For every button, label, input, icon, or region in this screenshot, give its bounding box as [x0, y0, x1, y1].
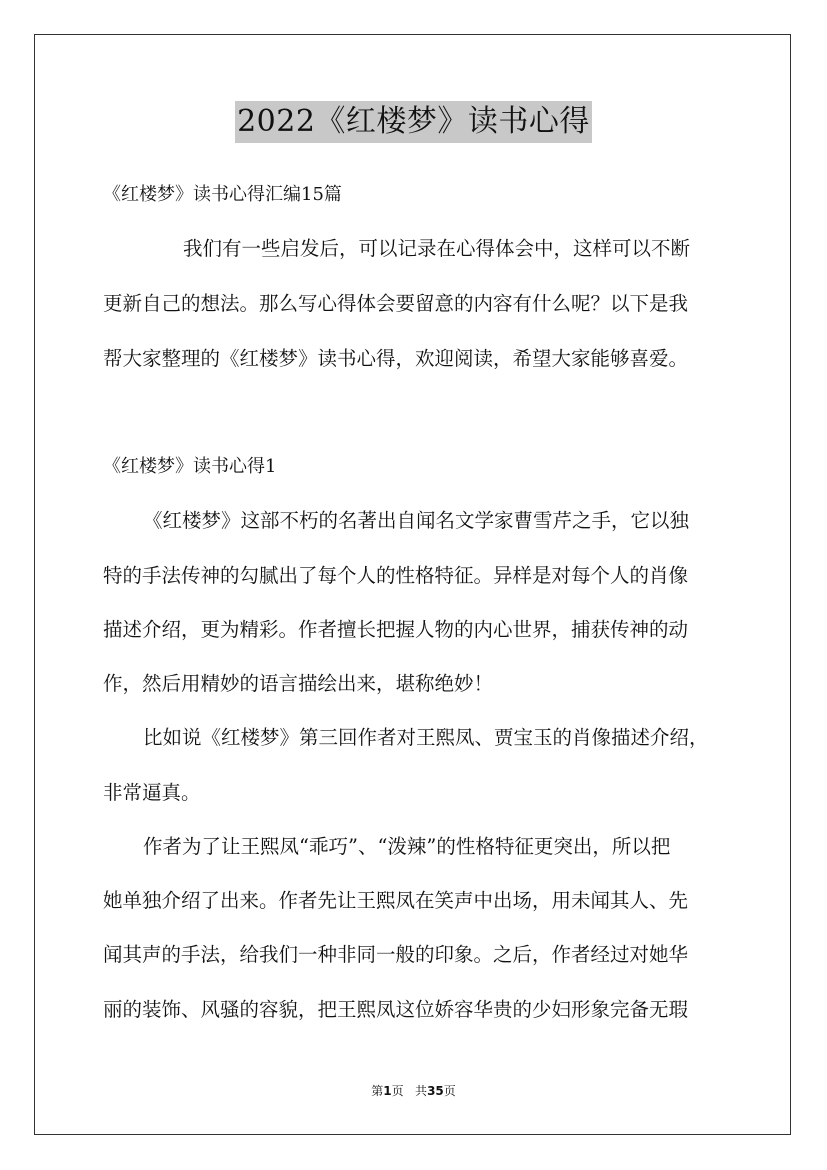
title-container	[0, 101, 827, 143]
paragraph-line: 非常逼真。	[103, 781, 201, 804]
paragraph-line: 作，然后用精妙的语言描绘出来，堪称绝妙！	[103, 672, 494, 695]
paragraph-line: 丽的装饰、风骚的容貌，把王熙凤这位娇容华贵的少妇形象完备无瑕	[103, 998, 689, 1021]
total-suffix: 页	[443, 1084, 456, 1098]
page-suffix: 页	[391, 1084, 404, 1098]
document-subtitle: 《红楼梦》读书心得汇编15篇	[103, 184, 342, 205]
page-prefix: 第	[371, 1084, 384, 1098]
intro-line: 更新自己的想法。那么写心得体会要留意的内容有什么呢？以下是我	[103, 292, 689, 315]
document-title: 2022《红楼梦》读书心得	[235, 101, 592, 143]
paragraph-line: 特的手法传神的勾腻出了每个人的性格特征。异样是对每个人的肖像	[103, 564, 689, 587]
page-number: 1	[383, 1084, 392, 1098]
total-pages: 35	[427, 1084, 444, 1098]
paragraph-line: 比如说《红楼梦》第三回作者对王熙凤、贾宝玉的肖像描述介绍，	[143, 726, 709, 749]
page-footer	[0, 1083, 827, 1099]
paragraph-line: 她单独介绍了出来。作者先让王熙凤在笑声中出场，用未闻其人、先	[103, 889, 689, 912]
total-prefix: 共	[415, 1084, 428, 1098]
paragraph-line: 描述介绍，更为精彩。作者擅长把握人物的内心世界，捕获传神的动	[103, 618, 689, 641]
intro-line: 我们有一些启发后，可以记录在心得体会中，这样可以不断	[183, 237, 691, 260]
paragraph-line: 作者为了让王熙凤“乖巧”、“泼辣”的性格特征更突出，所以把	[143, 835, 671, 858]
paragraph-line: 《红楼梦》这部不朽的名著出自闻名文学家曹雪芹之手，它以独	[143, 509, 690, 532]
intro-line: 帮大家整理的《红楼梦》读书心得，欢迎阅读，希望大家能够喜爱。	[103, 347, 689, 370]
section-heading: 《红楼梦》读书心得1	[103, 456, 277, 477]
paragraph-line: 闻其声的手法，给我们一种非同一般的印象。之后，作者经过对她华	[103, 943, 689, 966]
